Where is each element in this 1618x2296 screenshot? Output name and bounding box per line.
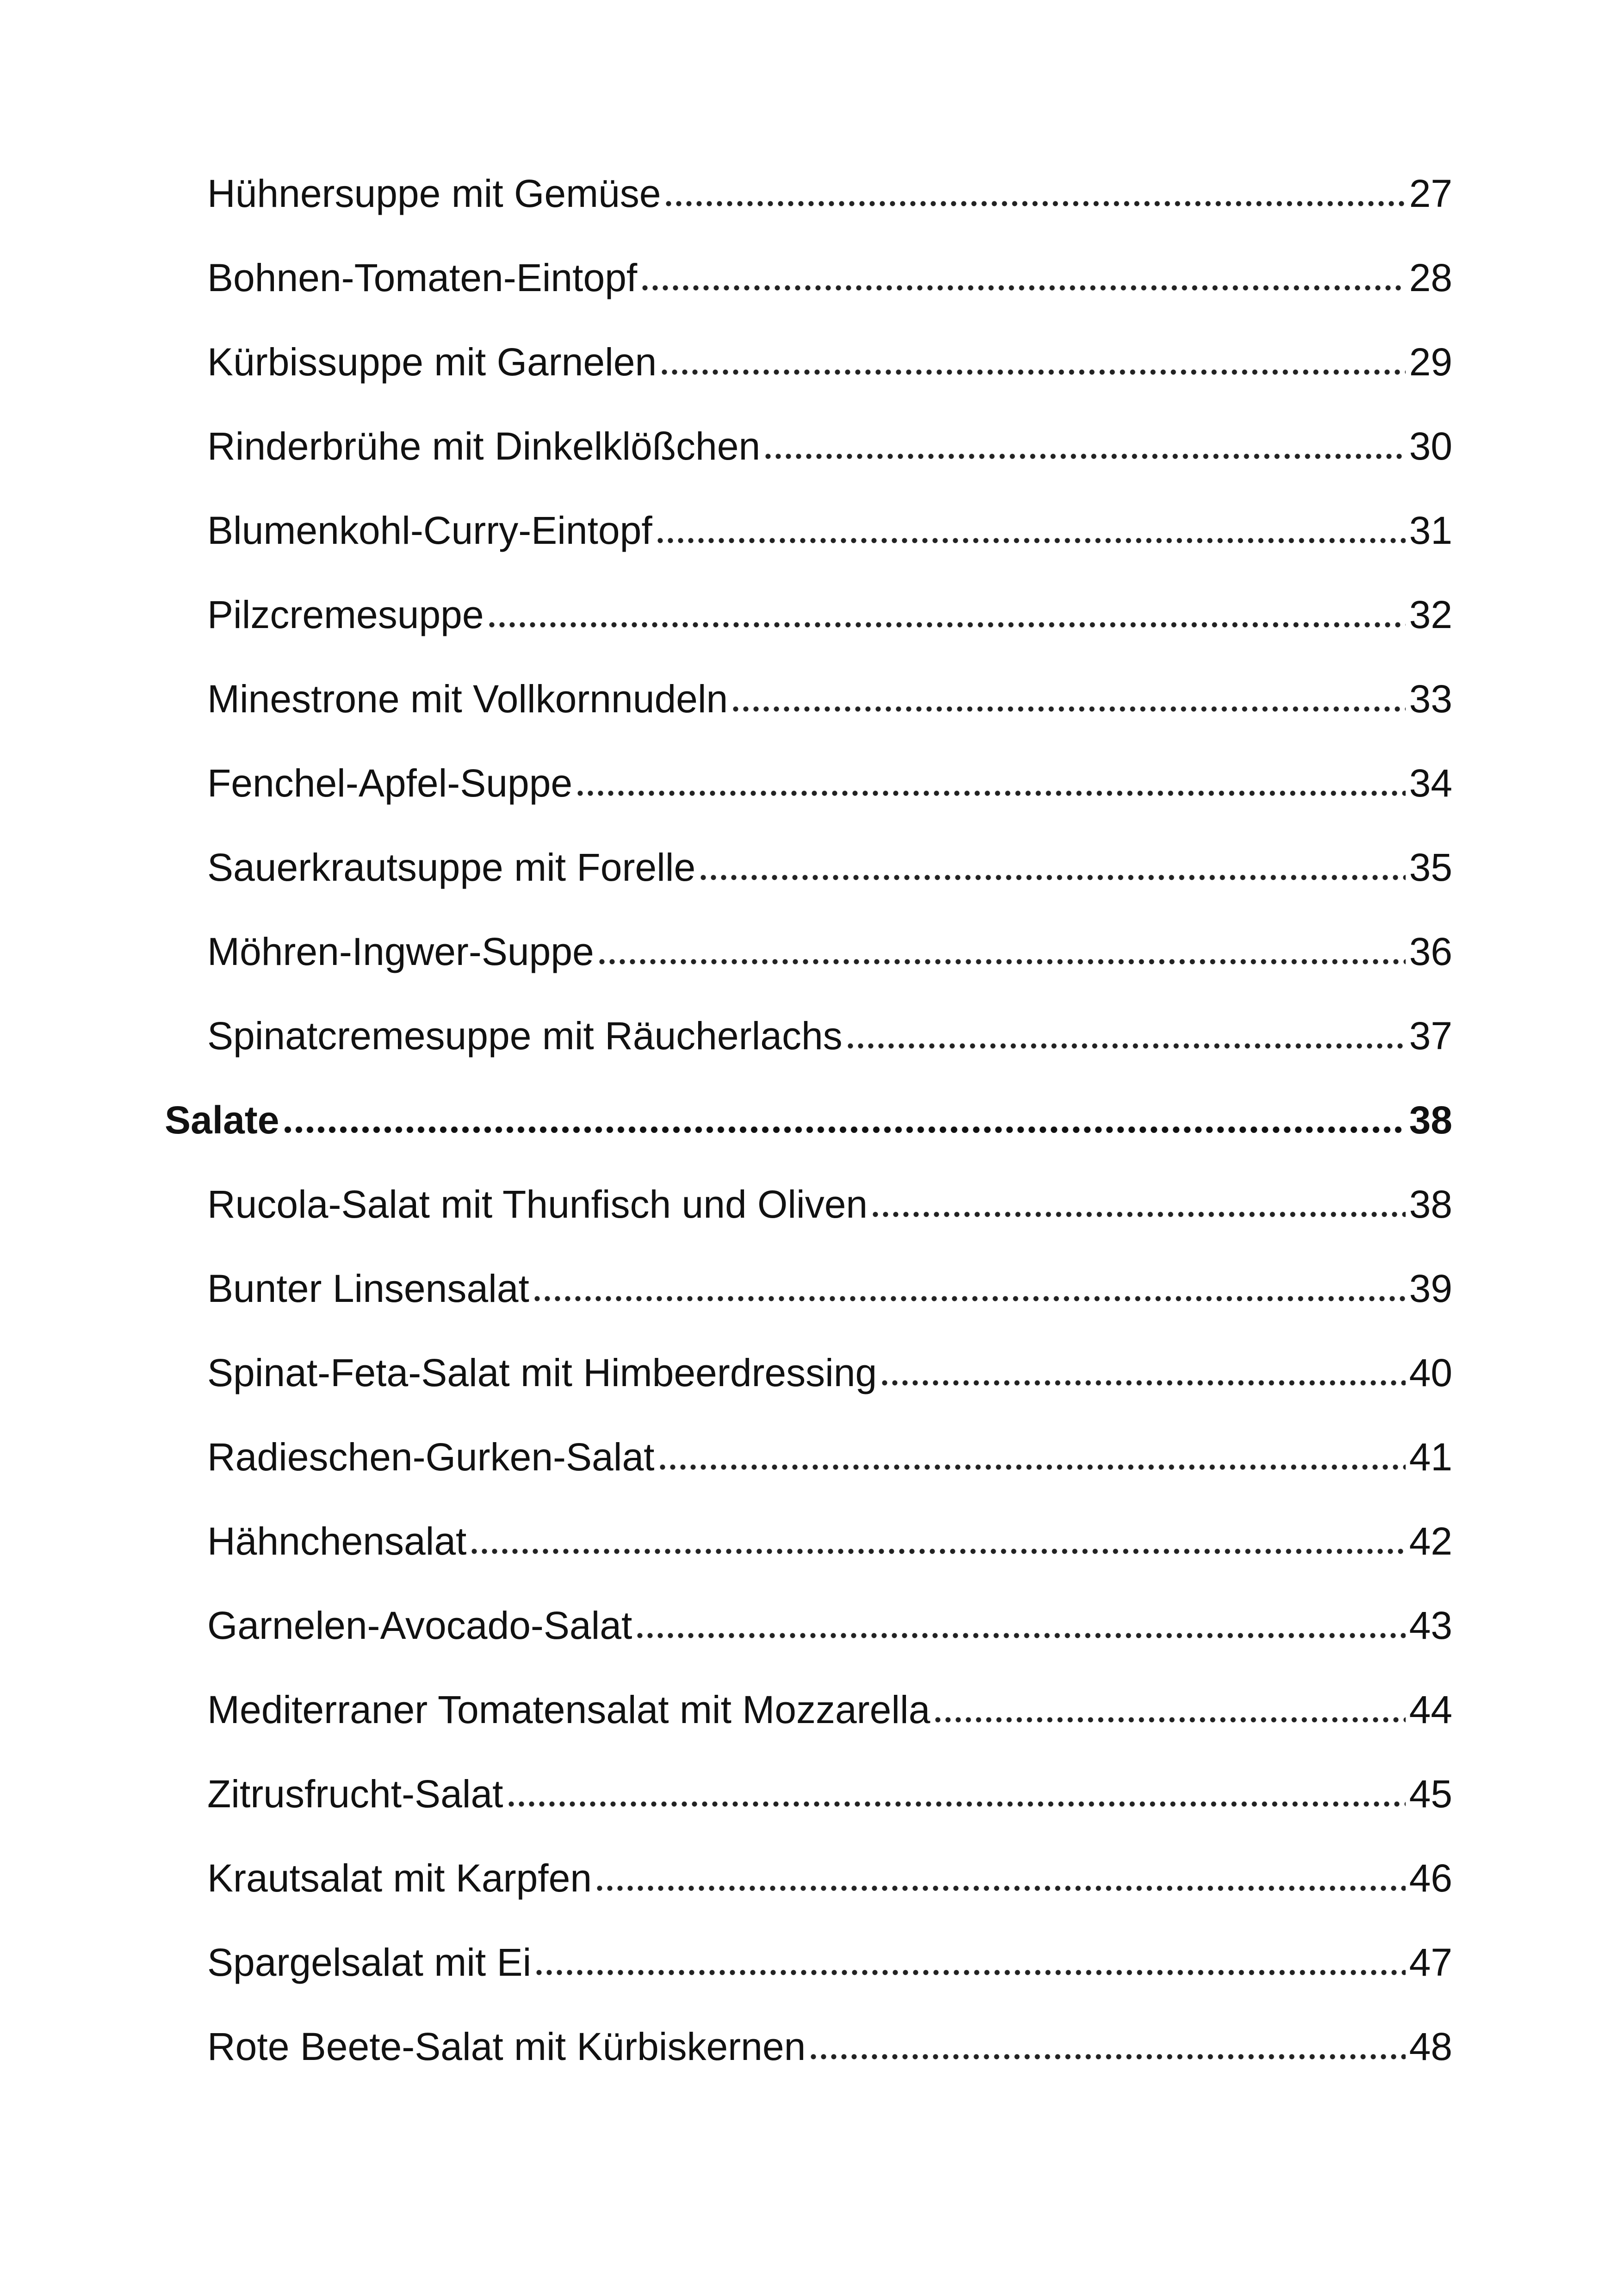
dot-leader (763, 454, 1405, 459)
toc-entry-page: 30 (1409, 424, 1452, 468)
dot-leader (845, 1043, 1406, 1049)
toc-entry[interactable] (207, 1926, 1452, 1982)
dot-leader (655, 538, 1406, 543)
toc-entry-title: Hähnchensalat (207, 1519, 467, 1563)
toc-entry[interactable] (207, 1168, 1452, 1224)
toc-entry-page: 38 (1409, 1182, 1452, 1226)
toc-entry[interactable] (207, 579, 1452, 634)
toc-entry[interactable] (207, 747, 1452, 803)
toc-entry-page: 39 (1409, 1267, 1452, 1310)
dot-leader (657, 1464, 1406, 1470)
toc-entry[interactable] (207, 831, 1452, 887)
dot-leader (532, 1296, 1406, 1301)
toc-entry-title: Pilzcremesuppe (207, 593, 484, 636)
toc-entry-page: 32 (1409, 593, 1452, 636)
toc-entry-title: Rucola-Salat mit Thunfisch und Oliven (207, 1182, 868, 1226)
toc-entry[interactable] (207, 1337, 1452, 1392)
dot-leader (595, 1885, 1406, 1891)
toc-entry-title: Krautsalat mit Karpfen (207, 1856, 592, 1900)
toc-entry[interactable] (207, 1252, 1452, 1308)
toc-entry[interactable] (207, 1842, 1452, 1898)
toc-entry-page: 36 (1409, 930, 1452, 973)
dot-leader (870, 1212, 1405, 1217)
dot-leader (534, 1970, 1405, 1975)
toc-section-page: 38 (1409, 1098, 1452, 1142)
dot-leader (282, 1126, 1406, 1133)
toc-section-entry[interactable] (165, 1084, 1452, 1142)
toc-entry-title: Blumenkohl-Curry-Eintopf (207, 509, 652, 552)
toc-section-title: Salate (165, 1098, 279, 1142)
toc-entry-title: Minestrone mit Vollkornnudeln (207, 677, 728, 721)
toc-entry[interactable] (207, 915, 1452, 971)
toc-entry-page: 31 (1409, 509, 1452, 552)
dot-leader (698, 875, 1405, 880)
toc-entry-page: 48 (1409, 2025, 1452, 2068)
dot-leader (933, 1717, 1405, 1723)
toc-entry-page: 47 (1409, 1941, 1452, 1984)
dot-leader (640, 285, 1405, 291)
dot-leader (635, 1633, 1405, 1638)
dot-leader (597, 959, 1406, 964)
toc-entry[interactable] (207, 242, 1452, 297)
toc-entry-page: 33 (1409, 677, 1452, 721)
toc-entry-page: 37 (1409, 1014, 1452, 1058)
toc-entry-title: Hühnersuppe mit Gemüse (207, 172, 661, 215)
toc-entry[interactable] (207, 663, 1452, 721)
toc-entry-title: Zitrusfrucht-Salat (207, 1772, 503, 1816)
toc-entry-page: 43 (1409, 1604, 1452, 1647)
toc-entry-title: Bunter Linsensalat (207, 1267, 529, 1310)
dot-leader (469, 1549, 1405, 1554)
toc-entry[interactable] (207, 326, 1452, 384)
toc-entry-page: 35 (1409, 846, 1452, 889)
toc-entry-title: Fenchel-Apfel-Suppe (207, 761, 573, 805)
dot-leader (731, 706, 1405, 712)
dot-leader (659, 369, 1405, 375)
toc-entry-title: Kürbissuppe mit Garnelen (207, 340, 657, 384)
toc-entry[interactable] (207, 1589, 1452, 1645)
toc-entry[interactable] (207, 410, 1452, 466)
dot-leader (575, 790, 1405, 796)
toc-entry-page: 28 (1409, 256, 1452, 299)
toc-entry-page: 44 (1409, 1688, 1452, 1731)
toc-entry-title: Spinatcremesuppe mit Räucherlachs (207, 1014, 843, 1058)
toc-entry[interactable] (207, 157, 1452, 213)
toc-entry[interactable] (207, 494, 1452, 550)
toc-entry-page: 45 (1409, 1772, 1452, 1816)
toc-entry-title: Bohnen-Tomaten-Eintopf (207, 256, 638, 299)
dot-leader (506, 1801, 1406, 1807)
toc-entry-page: 42 (1409, 1519, 1452, 1563)
toc-entry-page: 34 (1409, 761, 1452, 805)
toc-entry-page: 40 (1409, 1351, 1452, 1394)
dot-leader (808, 2054, 1405, 2060)
toc-entry[interactable] (207, 1758, 1452, 1816)
toc-entry[interactable] (207, 1000, 1452, 1058)
toc-entry-title: Sauerkrautsuppe mit Forelle (207, 846, 696, 889)
dot-leader (487, 622, 1406, 628)
toc-entry-page: 29 (1409, 340, 1452, 384)
toc-entry-title: Radieschen-Gurken-Salat (207, 1435, 655, 1479)
dot-leader (880, 1380, 1405, 1386)
toc-entry-title: Rinderbrühe mit Dinkelklößchen (207, 424, 761, 468)
toc-entry-title: Rote Beete-Salat mit Kürbiskernen (207, 2025, 806, 2068)
toc-entry-page: 46 (1409, 1856, 1452, 1900)
toc-entry-page: 27 (1409, 172, 1452, 215)
toc-entry[interactable] (207, 1421, 1452, 1479)
toc-entry-title: Spinat-Feta-Salat mit Himbeerdressing (207, 1351, 877, 1394)
dot-leader (663, 201, 1405, 206)
toc-entry-title: Spargelsalat mit Ei (207, 1941, 532, 1984)
toc-entry-title: Möhren-Ingwer-Suppe (207, 930, 594, 973)
toc-entry-title: Mediterraner Tomatensalat mit Mozzarella (207, 1688, 930, 1731)
toc-entry[interactable] (207, 2010, 1452, 2066)
toc-entry-page: 41 (1409, 1435, 1452, 1479)
toc-entry[interactable] (207, 1505, 1452, 1561)
toc-entry-title: Garnelen-Avocado-Salat (207, 1604, 632, 1647)
toc-entry[interactable] (207, 1674, 1452, 1729)
